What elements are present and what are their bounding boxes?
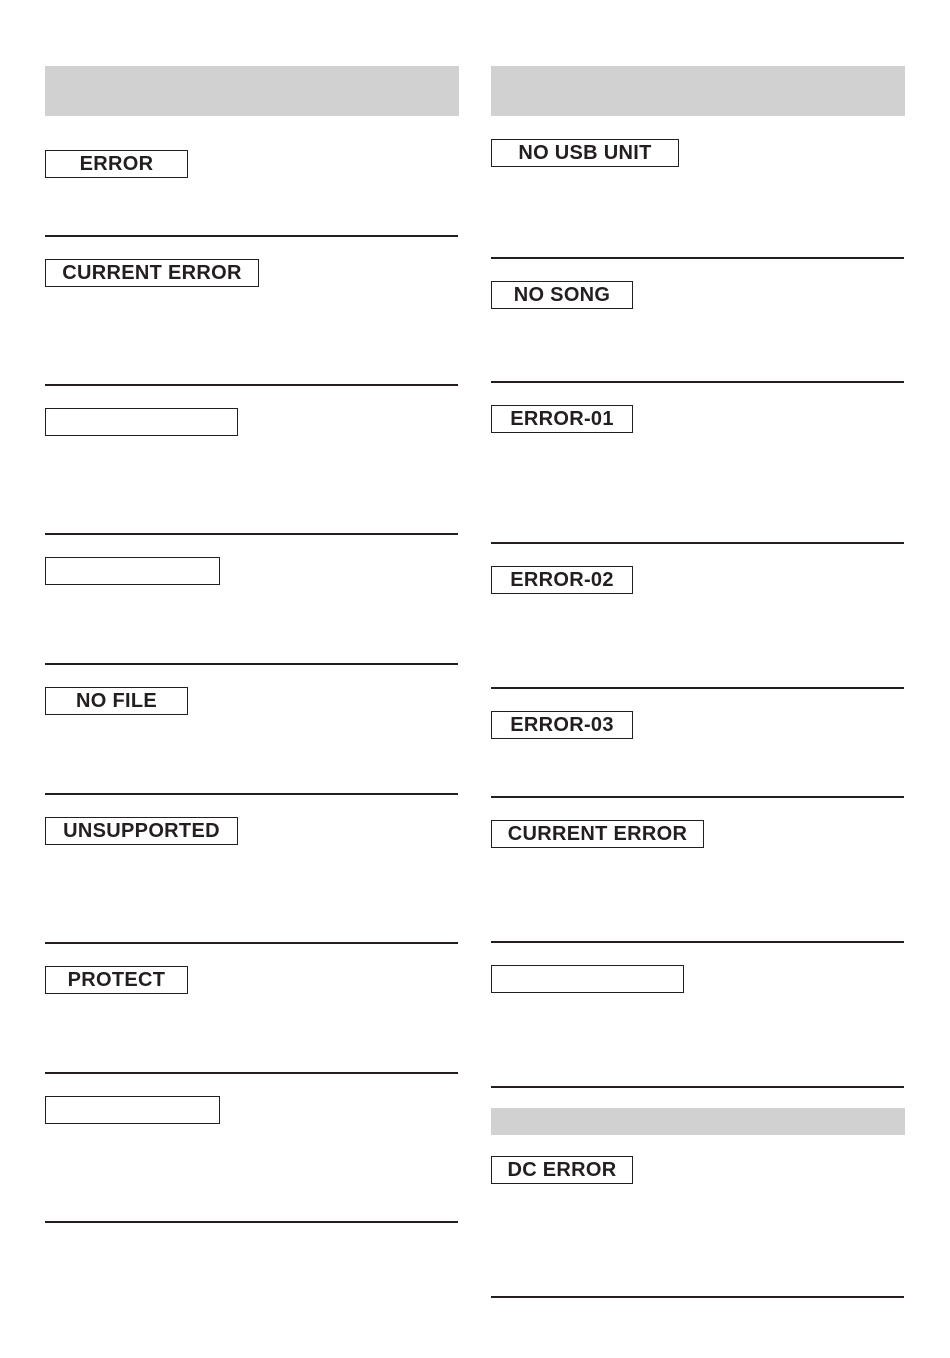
left-section-header [45, 66, 459, 116]
section-divider [45, 942, 458, 944]
display-message-error-03: ERROR-03 [491, 711, 633, 739]
section-divider [491, 381, 904, 383]
display-message-blank [45, 1096, 220, 1124]
display-message-no-file: NO FILE [45, 687, 188, 715]
section-divider [491, 796, 904, 798]
section-divider [491, 1086, 904, 1088]
display-message-error-01: ERROR-01 [491, 405, 633, 433]
section-divider [45, 384, 458, 386]
section-divider [491, 941, 904, 943]
display-message-current-error: CURRENT ERROR [491, 820, 704, 848]
section-divider [45, 235, 458, 237]
right-subsection-header [491, 1108, 905, 1135]
display-message-blank [45, 408, 238, 436]
section-divider [45, 793, 458, 795]
section-divider [45, 1072, 458, 1074]
display-message-blank [45, 557, 220, 585]
display-message-no-song: NO SONG [491, 281, 633, 309]
section-divider [491, 1296, 904, 1298]
section-divider [491, 257, 904, 259]
section-divider [491, 542, 904, 544]
display-message-error-02: ERROR-02 [491, 566, 633, 594]
display-message-current-error: CURRENT ERROR [45, 259, 259, 287]
section-divider [45, 663, 458, 665]
section-divider [45, 1221, 458, 1223]
section-divider [45, 533, 458, 535]
display-message-no-usb-unit: NO USB UNIT [491, 139, 679, 167]
display-message-protect: PROTECT [45, 966, 188, 994]
section-divider [491, 687, 904, 689]
right-section-header [491, 66, 905, 116]
display-message-unsupported: UNSUPPORTED [45, 817, 238, 845]
display-message-error: ERROR [45, 150, 188, 178]
display-message-dc-error: DC ERROR [491, 1156, 633, 1184]
display-message-blank [491, 965, 684, 993]
